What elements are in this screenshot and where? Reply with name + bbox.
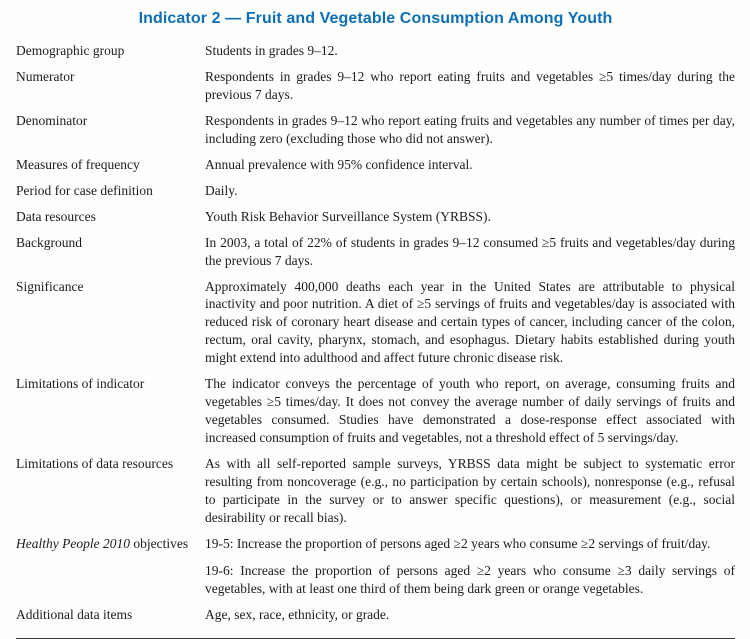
row-label-numerator: Numerator — [16, 68, 75, 84]
row-label-limitations-of-indicator: Limitations of indicator — [16, 376, 145, 392]
label-italic-part: Healthy People 2010 — [16, 535, 130, 551]
page-title: Indicator 2 — Fruit and Vegetable Consumption Among Youth — [138, 10, 613, 27]
row-label-period-for-case-definition: Period for case definition — [16, 182, 153, 198]
row-value-healthy-people-2010-objectives — [205, 535, 735, 598]
row-label-data-resources: Data resources — [16, 208, 96, 224]
row-value-measures-of-frequency — [205, 156, 735, 174]
row-text: The indicator conveys the percentage of youth who report, on average, consuming fruits and vegetables ≥5 times/day. It does not convey the average number of daily servings of fruits and vegetables consumed. Studies have demonstrated a dose-response effect associated with increased consumption of fruits and vegetables, not a threshold effect of 5 servings/day. — [205, 376, 735, 446]
row-text: Daily. — [205, 182, 238, 198]
row-value-demographic-group — [205, 42, 735, 60]
row-text: Respondents in grades 9–12 who report eating fruits and vegetables any number of times per day, including zero (excluding those who did not answer). — [205, 112, 735, 146]
label-regular-part: objectives — [129, 535, 189, 551]
row-value-data-resources — [205, 208, 735, 226]
row-value-numerator — [205, 68, 735, 104]
row-label-denominator: Denominator — [16, 112, 88, 128]
row-value-significance — [205, 278, 735, 368]
row-value-additional-data-items — [205, 606, 735, 624]
row-label-background: Background — [16, 234, 82, 250]
row-text: In 2003, a total of 22% of students in grades 9–12 consumed ≥5 fruits and vegetables/day during the previous 7 days. — [205, 234, 735, 268]
row-text: Annual prevalence with 95% confidence interval. — [205, 156, 473, 172]
row-text: Approximately 400,000 deaths each year in the United States are attributable to physical inactivity and poor nutrition. A diet of ≥5 servings of fruits and vegetables/day is associated with reduced risk of coronary heart disease and certain types of cancer, including cancer of the colon, rectum, oral cavity, pharynx, stomach, and esophagus. Dietary habits established during youth might extend into adulthood and affect future chronic disease risk. — [205, 278, 735, 366]
indicator-spec-table — [16, 42, 735, 624]
objective-19-6: 19-6: Increase the proportion of persons aged ≥2 years who consume ≥3 daily servings of vegetables, with at least one third of them being dark green or orange vegetables. — [205, 562, 735, 596]
row-label-significance: Significance — [16, 278, 84, 294]
row-text: Respondents in grades 9–12 who report eating fruits and vegetables ≥5 times/day during the previous 7 days. — [205, 68, 735, 102]
row-label-additional-data-items: Additional data items — [16, 606, 133, 622]
row-value-period-for-case-definition — [205, 182, 735, 200]
row-text: Youth Risk Behavior Surveillance System (YRBSS). — [205, 208, 491, 224]
row-label-limitations-of-data-resources: Limitations of data resources — [16, 456, 174, 472]
row-text: As with all self-reported sample surveys, YRBSS data might be subject to systematic error resulting from noncoverage (e.g., no participation by certain schools), nonresponse (e.g., refusal to participate in the survey or to answer specific questions), or measurement (e.g., social desirability or recall bias). — [205, 456, 735, 525]
row-label-measures-of-frequency: Measures of frequency — [16, 156, 140, 172]
row-label-healthy-people-2010-objectives — [16, 535, 205, 598]
row-value-limitations-of-data-resources — [205, 455, 735, 527]
row-label-demographic-group: Demographic group — [16, 43, 125, 58]
row-value-limitations-of-indicator — [205, 375, 735, 447]
row-value-background — [205, 234, 735, 270]
row-text: Age, sex, race, ethnicity, or grade. — [205, 606, 390, 622]
row-value-denominator — [205, 112, 735, 148]
objective-19-5: 19-5: Increase the proportion of persons aged ≥2 years who consume ≥2 servings of fruit/day. — [205, 535, 711, 551]
row-text: Students in grades 9–12. — [205, 43, 338, 58]
